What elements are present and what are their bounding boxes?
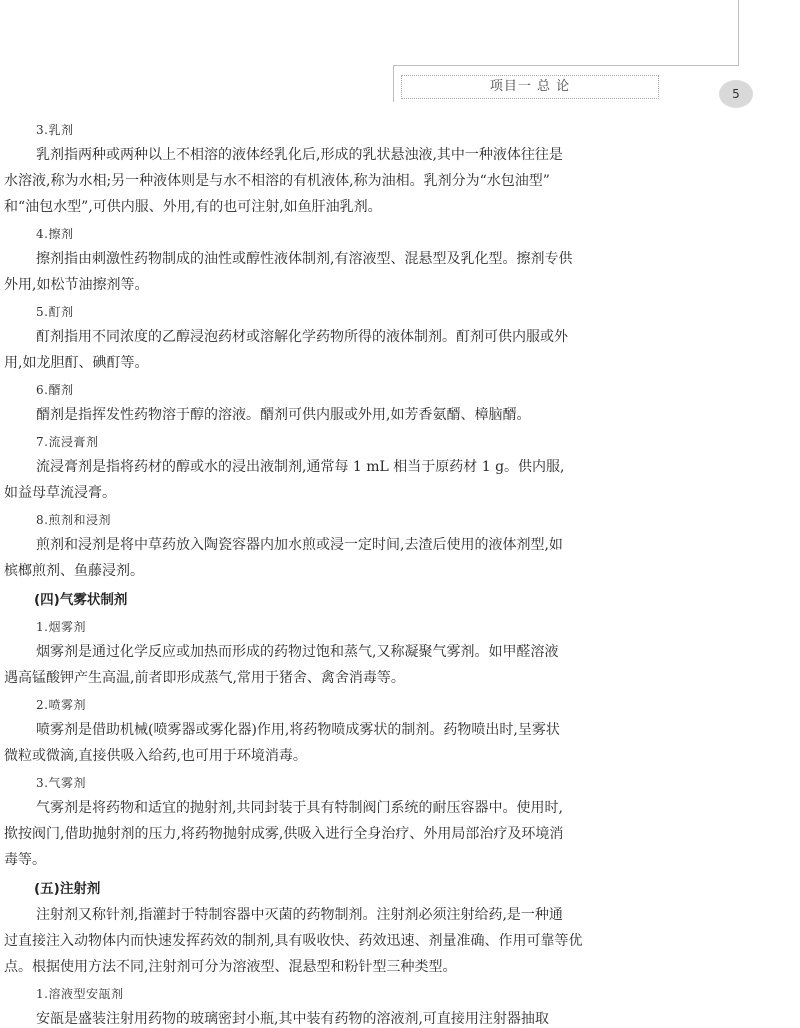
paragraph-line: 槟榔煎剂、鱼藤浸剂。 xyxy=(4,563,144,579)
subheading: 7.流浸膏剂 xyxy=(36,435,99,449)
paragraph-line: 和“油包水型”,可供内服、外用,有的也可注射,如鱼肝油乳剂。 xyxy=(4,199,382,215)
page-number: 5 xyxy=(732,87,740,101)
paragraph-line: 用,如龙胆酊、碘酊等。 xyxy=(4,355,149,371)
paragraph-line: 喷雾剂是借助机械(喷雾器或雾化器)作用,将药物喷成雾状的制剂。药物喷出时,呈雾状 xyxy=(36,722,560,738)
paragraph-line: 如益母草流浸膏。 xyxy=(4,485,116,501)
page-number-badge xyxy=(719,80,753,108)
paragraph-line: 醑剂是指挥发性药物溶于醇的溶液。醑剂可供内服或外用,如芳香氨醑、樟脑醑。 xyxy=(36,407,531,423)
running-header xyxy=(401,75,659,99)
paragraph-line: 揿按阀门,借助抛射剂的压力,将药物抛射成雾,供吸入进行全身治疗、外用局部治疗及环境消 xyxy=(4,826,564,842)
subheading: 8.煎剂和浸剂 xyxy=(36,513,111,527)
paragraph-line: 气雾剂是将药物和适宜的抛射剂,共同封装于具有特制阀门系统的耐压容器中。使用时, xyxy=(36,800,563,816)
paragraph-line: 流浸膏剂是指将药材的醇或水的浸出液制剂,通常每 1 mL 相当于原药材 1 g。供内服, xyxy=(36,459,565,475)
frame-vertical-line-right xyxy=(738,0,739,66)
subheading: 2.喷雾剂 xyxy=(36,698,86,712)
paragraph-line: 水溶液,称为水相;另一种液体则是与水不相溶的有机液体,称为油相。乳剂分为“水包油型” xyxy=(4,173,550,189)
running-title: 项目一 总 论 xyxy=(489,79,571,94)
paragraph-line: 外用,如松节油擦剂等。 xyxy=(4,277,149,293)
subheading: 3.乳剂 xyxy=(36,123,74,137)
paragraph-line: 擦剂指由刺激性药物制成的油性或醇性液体制剂,有溶液型、混悬型及乳化型。擦剂专供 xyxy=(36,251,573,267)
section-heading: (四)气雾状制剂 xyxy=(34,592,128,608)
paragraph-line: 乳剂指两种或两种以上不相溶的液体经乳化后,形成的乳状悬浊液,其中一种液体往往是 xyxy=(36,147,563,163)
subheading: 1.烟雾剂 xyxy=(36,620,86,634)
paragraph-line: 点。根据使用方法不同,注射剂可分为溶液型、混悬型和粉针型三种类型。 xyxy=(4,959,457,975)
subheading: 5.酊剂 xyxy=(36,305,74,319)
paragraph-line: 煎剂和浸剂是将中草药放入陶瓷容器内加水煎或浸一定时间,去渣后使用的液体剂型,如 xyxy=(36,537,563,553)
paragraph-line: 安瓿是盛装注射用药物的玻璃密封小瓶,其中装有药物的溶液剂,可直接用注射器抽取 xyxy=(36,1011,549,1027)
frame-vertical-line-left xyxy=(393,65,394,102)
paragraph-line: 烟雾剂是通过化学反应或加热而形成的药物过饱和蒸气,又称凝聚气雾剂。如甲醛溶液 xyxy=(36,644,559,660)
paragraph-line: 遇高锰酸钾产生高温,前者即形成蒸气,常用于猪舍、禽舍消毒等。 xyxy=(4,670,405,686)
paragraph-line: 毒等。 xyxy=(4,852,46,868)
subheading: 1.溶液型安瓿剂 xyxy=(36,987,124,1001)
subheading: 6.醑剂 xyxy=(36,383,74,397)
paragraph-line: 过直接注入动物体内而快速发挥药效的制剂,具有吸收快、药效迅速、剂量准确、作用可靠等优 xyxy=(4,933,583,949)
frame-horizontal-line xyxy=(393,65,739,66)
paragraph-line: 微粒或微滴,直接供吸入给药,也可用于环境消毒。 xyxy=(4,748,307,764)
subheading: 3.气雾剂 xyxy=(36,776,86,790)
paragraph-line: 注射剂又称针剂,指灌封于特制容器中灭菌的药物制剂。注射剂必须注射给药,是一种通 xyxy=(36,907,563,923)
section-heading: (五)注射剂 xyxy=(34,881,101,897)
subheading: 4.擦剂 xyxy=(36,227,74,241)
paragraph-line: 酊剂指用不同浓度的乙醇浸泡药材或溶解化学药物所得的液体制剂。酊剂可供内服或外 xyxy=(36,329,568,345)
